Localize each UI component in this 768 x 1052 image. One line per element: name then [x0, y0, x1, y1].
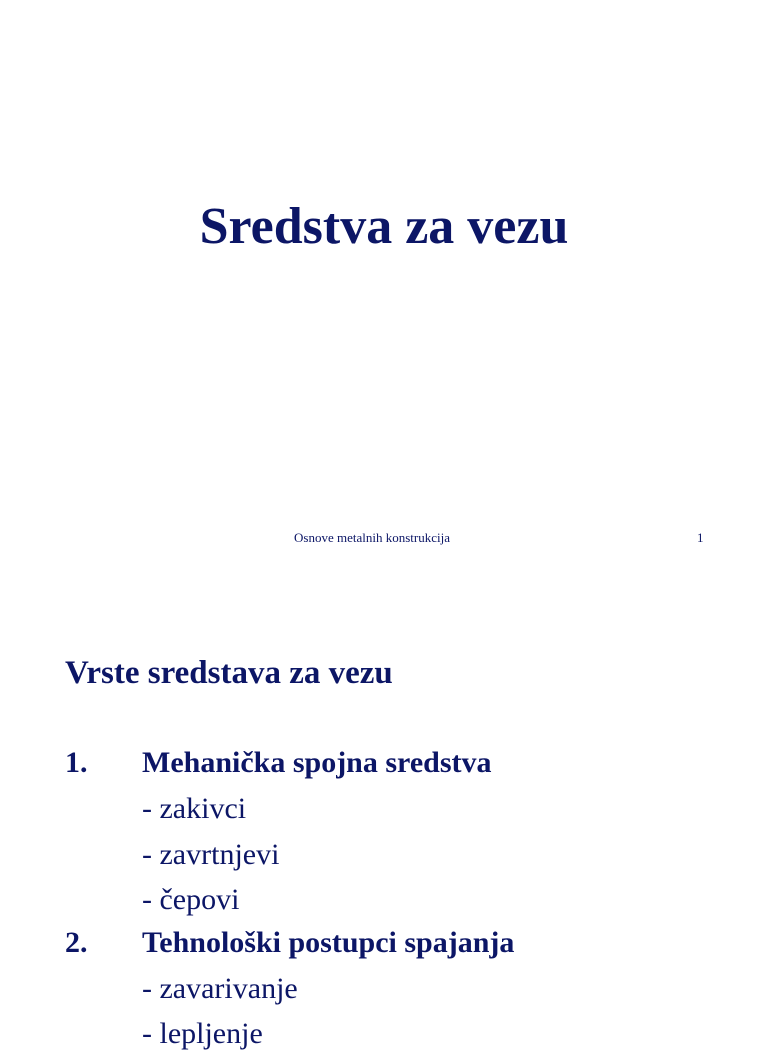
section-heading: Vrste sredstava za vezu [65, 655, 393, 691]
list-subitem: - zavrtnjevi [142, 838, 280, 871]
list-subitem: - lepljenje [142, 1017, 263, 1050]
list-subitem: - zavarivanje [142, 972, 298, 1005]
list-item-heading: Mehanička spojna sredstva [142, 746, 492, 779]
slide-footer-text: Osnove metalnih konstrukcija [294, 530, 450, 545]
list-subitem: - čepovi [142, 883, 240, 916]
slide-page-number: 1 [697, 530, 704, 545]
list-item-number: 2. [65, 926, 88, 959]
list-item-heading: Tehnološki postupci spajanja [142, 926, 515, 959]
list-subitem: - zakivci [142, 792, 247, 825]
slide-title: Sredstva za vezu [199, 198, 569, 255]
list-item-number: 1. [65, 746, 88, 779]
